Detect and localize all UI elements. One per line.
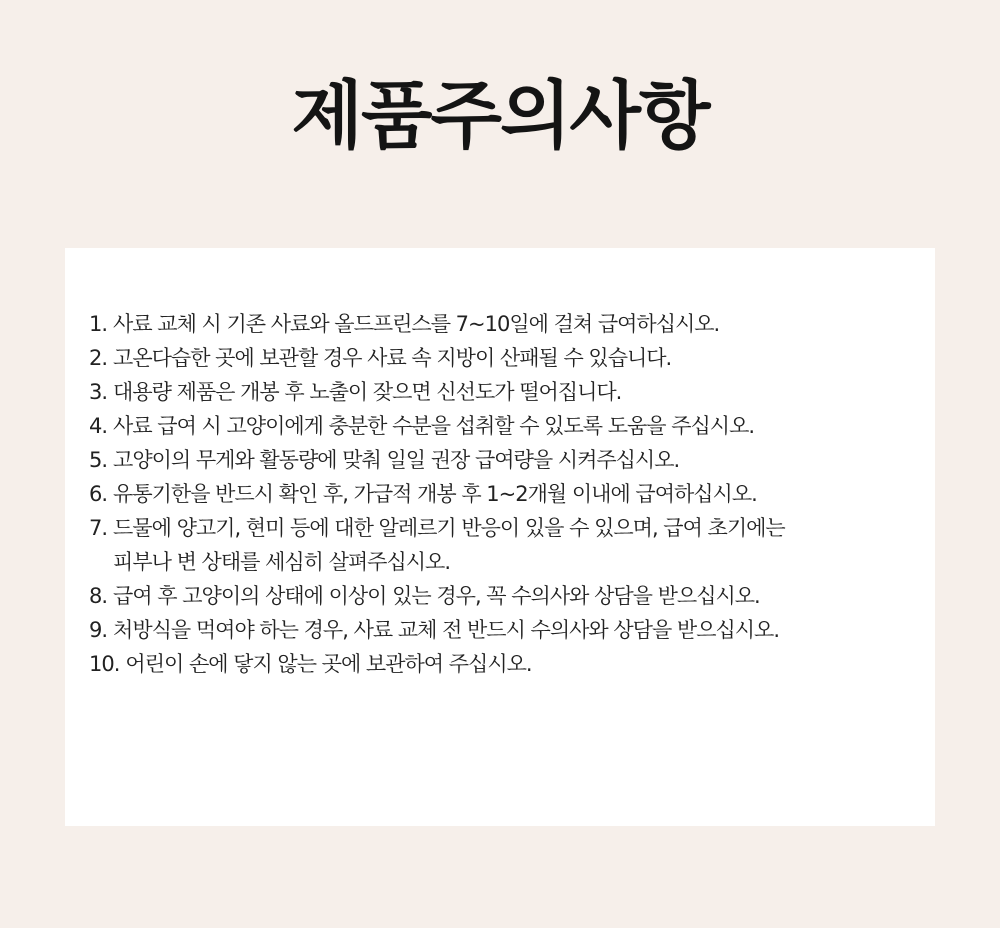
notice-number: 10. <box>89 652 120 676</box>
notice-number: 4. <box>89 414 108 438</box>
notice-line: 어린이 손에 닿지 않는 곳에 보관하여 주십시오. <box>125 652 532 676</box>
notice-number: 5. <box>89 448 108 472</box>
notice-line: 고양이의 무게와 활동량에 맞춰 일일 권장 급여량을 시켜주십시오. <box>113 448 680 472</box>
notice-text <box>113 511 785 579</box>
notice-text <box>113 307 719 341</box>
page-title: 제품주의사항 <box>291 73 709 159</box>
notice-number: 2. <box>89 346 108 370</box>
notice-text <box>113 579 760 613</box>
notice-text <box>125 647 531 681</box>
notice-text <box>113 613 779 647</box>
notice-text <box>113 341 671 375</box>
notice-text <box>113 443 679 477</box>
notice-line: 드물에 양고기, 현미 등에 대한 알레르기 반응이 있을 수 있으며, 급여 초기에는 <box>113 516 785 540</box>
notice-list <box>89 307 935 681</box>
notice-line-continued: 피부나 변 상태를 세심히 살펴주십시오. <box>113 550 450 574</box>
notice-item-6 <box>89 477 935 511</box>
notice-number: 1. <box>89 312 108 336</box>
notice-text <box>113 409 754 443</box>
notice-number: 6. <box>89 482 108 506</box>
notice-item-2 <box>89 341 935 375</box>
notice-item-7 <box>89 511 935 579</box>
notice-item-9 <box>89 613 935 647</box>
notice-card <box>65 248 935 826</box>
notice-item-3 <box>89 375 935 409</box>
notice-item-8 <box>89 579 935 613</box>
notice-number: 7. <box>89 516 108 540</box>
notice-item-4 <box>89 409 935 443</box>
notice-item-5 <box>89 443 935 477</box>
notice-line: 급여 후 고양이의 상태에 이상이 있는 경우, 꼭 수의사와 상담을 받으십시오. <box>113 584 760 608</box>
notice-line: 고온다습한 곳에 보관할 경우 사료 속 지방이 산패될 수 있습니다. <box>113 346 672 370</box>
notice-item-1 <box>89 307 935 341</box>
notice-number: 3. <box>89 380 108 404</box>
notice-item-10 <box>89 647 935 681</box>
notice-line: 사료 급여 시 고양이에게 충분한 수분을 섭취할 수 있도록 도움을 주십시오. <box>113 414 755 438</box>
notice-text <box>113 477 757 511</box>
notice-number: 9. <box>89 618 108 642</box>
notice-number: 8. <box>89 584 108 608</box>
notice-line: 유통기한을 반드시 확인 후, 가급적 개봉 후 1~2개월 이내에 급여하십시오. <box>113 482 757 506</box>
notice-line: 처방식을 먹여야 하는 경우, 사료 교체 전 반드시 수의사와 상담을 받으십시오. <box>113 618 780 642</box>
notice-text <box>113 375 621 409</box>
notice-line: 사료 교체 시 기존 사료와 올드프린스를 7~10일에 걸쳐 급여하십시오. <box>113 312 720 336</box>
notice-line: 대용량 제품은 개봉 후 노출이 잦으면 신선도가 떨어집니다. <box>113 380 622 404</box>
